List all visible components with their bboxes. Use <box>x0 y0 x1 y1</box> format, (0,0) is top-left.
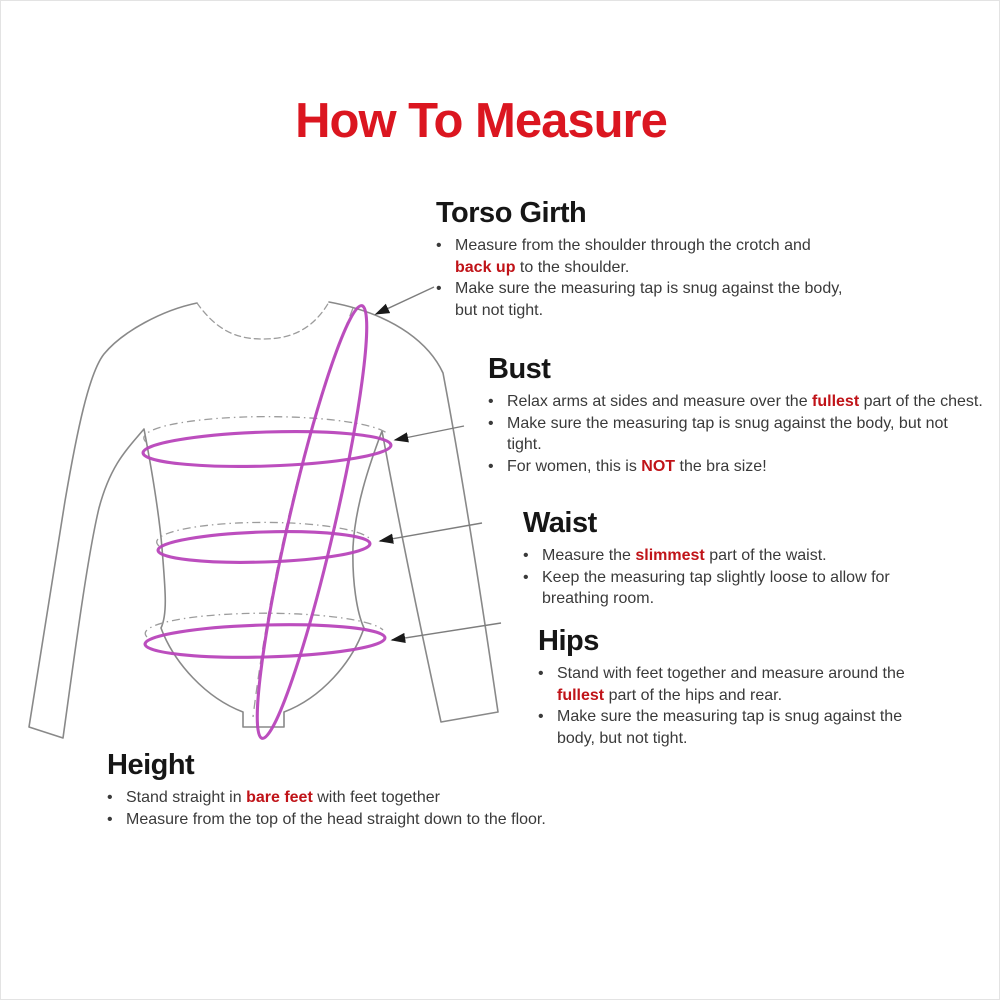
section-waist <box>523 507 890 610</box>
section-bullets-hips <box>538 663 905 749</box>
section-hips <box>538 625 905 749</box>
pointer-arrows <box>376 287 501 640</box>
bullet-dot: • <box>107 789 113 806</box>
torso-girth-measure-line <box>240 301 385 744</box>
page-title: How To Measure <box>295 94 667 148</box>
section-title-torso-girth: Torso Girth <box>436 197 587 229</box>
bullet-item <box>538 706 905 749</box>
bullet-dot: • <box>436 237 442 254</box>
bullet-dot: • <box>488 457 494 475</box>
section-title-height: Height <box>107 749 195 781</box>
bullet-item <box>488 413 983 456</box>
bullet-dot: • <box>436 280 442 297</box>
section-height <box>107 749 546 830</box>
section-bullets-waist <box>523 545 890 610</box>
garment-measurement-illustration <box>1 1 1000 1000</box>
bullet-text: Make sure the measuring tap is snug against the body, but not tight. <box>507 414 948 453</box>
neckline-path <box>197 302 329 339</box>
bust-measure-line <box>143 428 392 470</box>
bullet-item <box>488 391 983 413</box>
section-bullets-torso-girth <box>436 235 842 321</box>
bullet-text: Make sure the measuring tap is snug against the body, but not tight. <box>455 280 843 319</box>
section-title-bust: Bust <box>488 353 551 385</box>
leotard-outline <box>29 302 498 738</box>
bullet-item <box>488 456 983 478</box>
section-bullets-height <box>107 787 546 830</box>
leotard-body-path <box>29 302 498 738</box>
bullet-text: Measure the slimmest part of the waist. <box>542 547 827 564</box>
bullet-text: Make sure the measuring tap is snug against the body, but not tight. <box>557 708 903 747</box>
bullet-item <box>523 567 890 610</box>
bullet-dot: • <box>488 393 494 410</box>
bullet-text: Measure from the shoulder through the crotch and back up to the shoulder. <box>455 237 811 276</box>
hips-arrow <box>392 623 501 640</box>
bullet-dot: • <box>538 665 544 682</box>
bullet-text: Measure from the top of the head straight down to the floor. <box>126 810 546 828</box>
bullet-dot: • <box>107 810 113 828</box>
bullet-dot: • <box>488 414 494 432</box>
bullet-item <box>538 663 905 706</box>
bullet-dot: • <box>538 708 544 725</box>
section-bullets-bust <box>488 391 983 477</box>
torso-girth-arrow <box>376 287 434 314</box>
bullet-item <box>107 787 546 809</box>
bullet-text: Keep the measuring tap slightly loose to allow for breathing room. <box>542 568 890 607</box>
bullet-dot: • <box>523 547 529 564</box>
bullet-item <box>436 235 842 278</box>
waist-arrow <box>380 523 482 541</box>
bullet-text: For women, this is NOT the bra size! <box>507 457 767 475</box>
bullet-text: Relax arms at sides and measure over the fullest part of the chest. <box>507 393 983 410</box>
section-title-waist: Waist <box>523 507 597 539</box>
waist-measure-line <box>158 529 371 566</box>
section-title-hips: Hips <box>538 625 599 657</box>
bullet-item <box>436 278 842 321</box>
bullet-dot: • <box>523 568 529 586</box>
section-bust <box>488 353 983 477</box>
bullet-text: Stand straight in bare feet with feet together <box>126 789 440 806</box>
bullet-item <box>523 545 890 567</box>
section-torso-girth <box>436 197 842 321</box>
bullet-item <box>107 809 546 831</box>
measurement-tape-lines <box>143 301 392 744</box>
bullet-text: Stand with feet together and measure around the fullest part of the hips and rear. <box>557 665 905 704</box>
